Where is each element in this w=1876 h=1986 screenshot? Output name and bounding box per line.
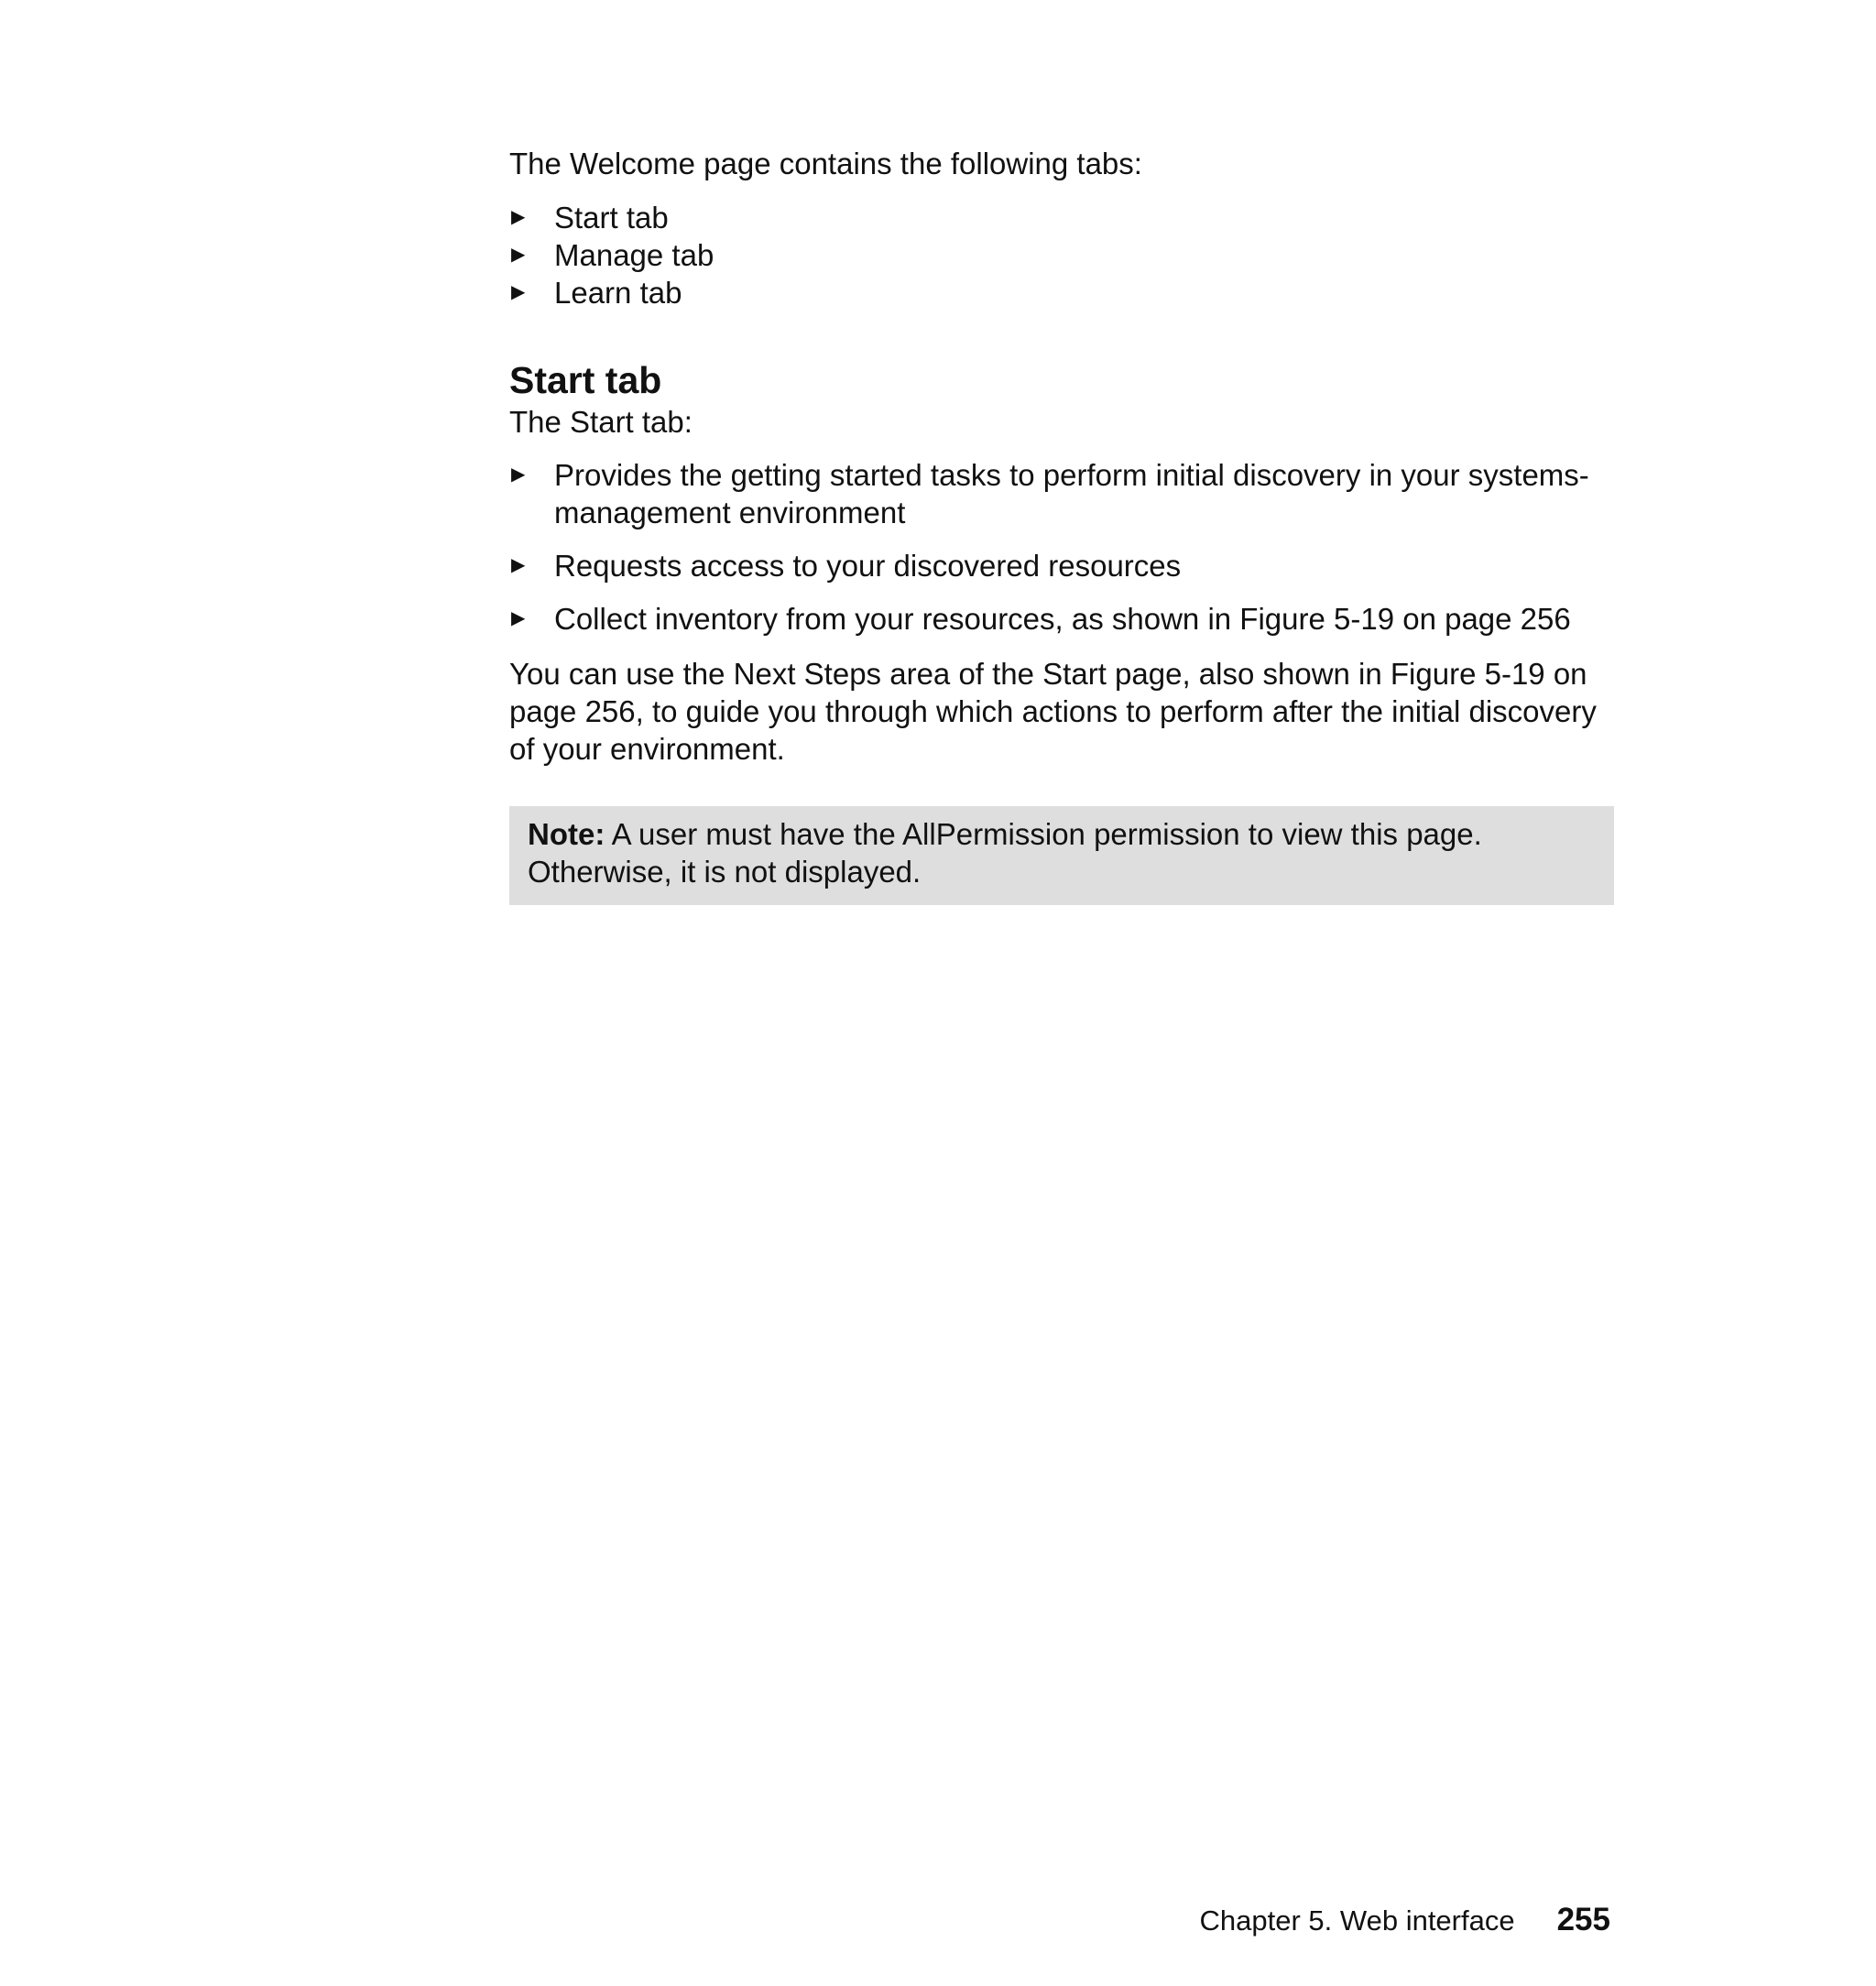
note-box xyxy=(509,806,1614,905)
list-item xyxy=(509,199,1614,236)
list-item-text: Provides the getting started tasks to perform initial discovery in your systems-management environment xyxy=(554,458,1589,529)
list-item xyxy=(509,600,1614,638)
triangle-right-icon: ▶ xyxy=(511,245,526,265)
triangle-right-icon: ▶ xyxy=(511,555,526,575)
list-item xyxy=(509,236,1614,274)
page-number: 255 xyxy=(1556,1902,1610,1937)
triangle-right-icon: ▶ xyxy=(511,464,526,485)
list-item-text: Manage tab xyxy=(554,238,714,272)
chapter-title: Chapter 5. Web interface xyxy=(1199,1904,1515,1937)
triangle-right-icon: ▶ xyxy=(511,207,526,227)
section-lead: The Start tab: xyxy=(509,405,693,439)
list-item xyxy=(509,547,1614,584)
list-item-text: Learn tab xyxy=(554,276,682,310)
intro-text: The Welcome page contains the following tabs: xyxy=(509,147,1142,180)
body-paragraph: You can use the Next Steps area of the Start page, also shown in Figure 5-19 on page 256, to guide you through which actions to perform after the initial discovery of your environment. xyxy=(509,657,1597,766)
list-item-text: Requests access to your discovered resources xyxy=(554,549,1182,583)
page-content xyxy=(509,145,1614,905)
triangle-right-icon: ▶ xyxy=(511,282,526,302)
note-label: Note: xyxy=(528,817,605,851)
list-item xyxy=(509,456,1614,531)
note-text: A user must have the AllPermission permission to view this page. Otherwise, it is not displayed. xyxy=(528,817,1482,889)
section-heading: Start tab xyxy=(509,359,662,401)
list-item-text: Collect inventory from your resources, as shown in Figure 5-19 on page 256 xyxy=(554,602,1571,636)
triangle-right-icon: ▶ xyxy=(511,608,526,628)
list-item-text: Start tab xyxy=(554,201,669,235)
tabs-list xyxy=(509,199,1614,311)
page-footer xyxy=(1200,1902,1610,1939)
section-bullets xyxy=(509,456,1614,638)
list-item xyxy=(509,274,1614,311)
